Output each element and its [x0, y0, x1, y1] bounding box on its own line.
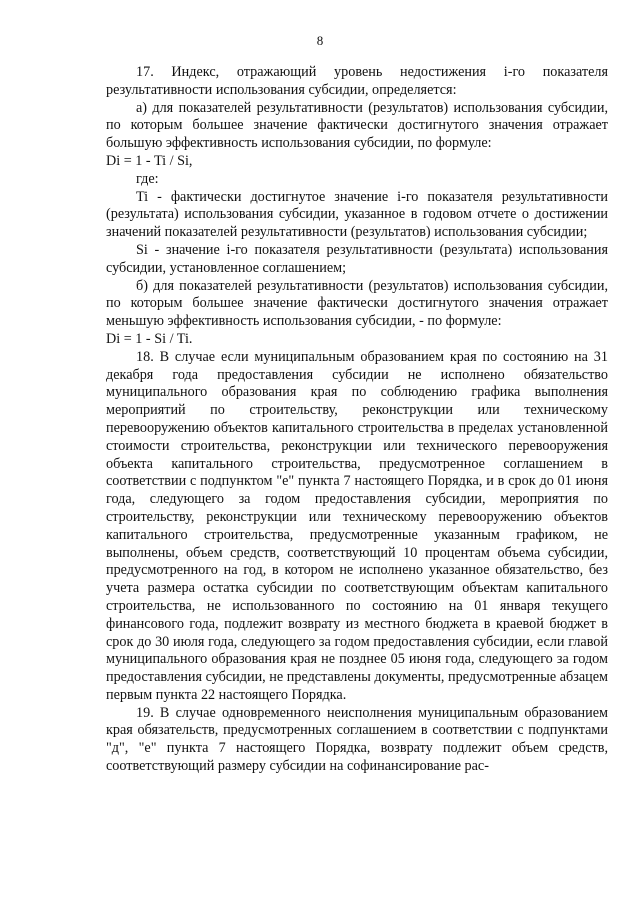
paragraph-18: 18. В случае если муниципальным образованием края по состоянию на 31 декабря года предоставления субсидии не исполнено обязательство муниципального образования края по соблюдению графика выполнения мероприятий по строительству, реконструкции или техническому перевооружению объектов капитального строительства в пределах установленной стоимости строительства, реконструкции или технического перевооружения объекта капитального строительства, предусмотренное соглашением в соответствии с подпунктом "е" пункта 7 настоящего Порядка, и в срок до 01 июня года, следующего за годом предоставления субсидии, мероприятия по строительству, реконструкции или техническому перевооружению объектов капитального строительства, предусмотренные указанным графиком, не выполнены, объем средств, соответствующий 10 процентам объема субсидии, предусмотренного на год, в котором не исполнено указанное обязательство, без учета размера остатка субсидии по соответствующим объектам капитального строительства, не использованного по состоянию на 01 января текущего финансового года, подлежит возврату из местного бюджета в краевой бюджет в срок до 30 июля года, следующего за годом предоставления субсидии, если главой муниципального образования края не позднее 05 июня года, следующего за годом предоставления субсидии, не представлены документы, предусмотренные абзацем первым пункта 22 настоящего Порядка.	[106, 348, 608, 703]
paragraph-17-intro: 17. Индекс, отражающий уровень недостижения i-го показателя результативности использования субсидии, определяется:	[106, 64, 608, 98]
document-body	[106, 64, 608, 776]
ti-definition: Ti - фактически достигнутое значение i-го показателя результативности (результата) использования субсидии, указанное в годовом отчете о достижении значений показателей результативности (результатов) использования субсидии;	[106, 188, 608, 241]
formula-2: Di = 1 - Si / Ti.	[106, 330, 193, 347]
paragraph-17-a: а) для показателей результативности (результатов) использования субсидии, по которым большее значение фактически достигнутого значения отражает большую эффективность использования субсидии, по формуле:	[106, 99, 608, 152]
paragraph-17-b: б) для показателей результативности (результатов) использования субсидии, по которым большее значение фактически достигнутого значения отражает меньшую эффективность использования субсидии, - по формуле:	[106, 277, 608, 330]
where-label: где:	[136, 170, 159, 187]
si-definition: Si - значение i-го показателя результативности (результата) использования субсидии, установленное соглашением;	[106, 241, 608, 276]
page-number: 8	[316, 33, 324, 48]
paragraph-19: 19. В случае одновременного неисполнения муниципальным образованием края обязательств, предусмотренных соглашением в соответствии с подпунктами "д", "е" пункта 7 настоящего Порядка, возврату подлежит объем средств, соответствующий размеру субсидии на софинансирование рас-	[106, 704, 608, 775]
formula-1: Di = 1 - Ti / Si,	[106, 152, 193, 169]
